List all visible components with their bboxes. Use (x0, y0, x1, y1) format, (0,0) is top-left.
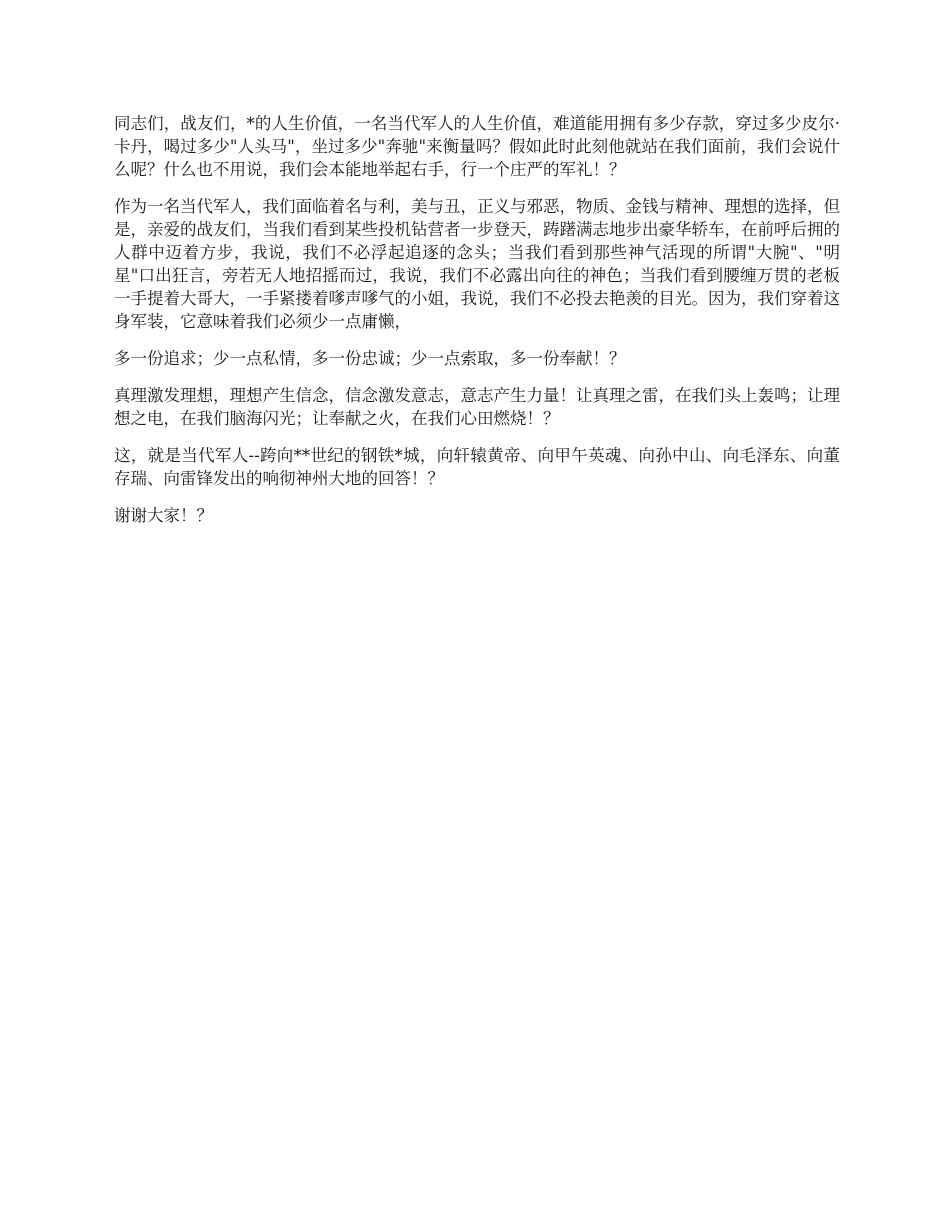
paragraph-2: 作为一名当代军人，我们面临着名与利，美与丑，正义与邪恶，物质、金钱与精神、理想的选择，但是，亲爱的战友们，当我们看到某些投机钻营者一步登天，踌躇满志地步出豪华轿车，在前呼后拥的人群中迈着方步，我说，我们不必浮起追逐的念头；当我们看到那些神气活现的所谓"大腕"、"明星"口出狂言，旁若无人地招摇而过，我说，我们不必露出向往的神色；当我们看到腰缠万贯的老板一手提着大哥大，一手紧搂着嗲声嗲气的小姐，我说，我们不必投去艳羡的目光。因为，我们穿着这身军装，它意味着我们必须少一点庸懒， (114, 197, 840, 331)
paragraph-6: 谢谢大家！？ (114, 506, 213, 525)
paragraph-1: 同志们，战友们，*的人生价值，一名当代军人的人生价值，难道能用拥有多少存款，穿过多少皮尔·卡丹，喝过多少"人头马"，坐过多少"奔驰"来衡量吗？假如此时此刻他就站在我们面前，我们会说什么呢？什么也不用说，我们会本能地举起右手，行一个庄严的军礼！？ (114, 114, 840, 179)
paragraph-3: 多一份追求；少一点私情，多一份忠诚；少一点索取，多一份奉献！？ (114, 349, 626, 368)
paragraph-4: 真理激发理想，理想产生信念，信念激发意志，意志产生力量！让真理之雷，在我们头上轰鸣；让理想之电，在我们脑海闪光；让奉献之火，在我们心田燃烧！？ (114, 386, 840, 428)
paragraph-5: 这，就是当代军人--跨向**世纪的钢铁*城，向轩辕黄帝、向甲午英魂、向孙中山、向毛泽东、向董存瑞、向雷锋发出的响彻神州大地的回答！？ (114, 446, 840, 488)
document-page (114, 112, 840, 541)
